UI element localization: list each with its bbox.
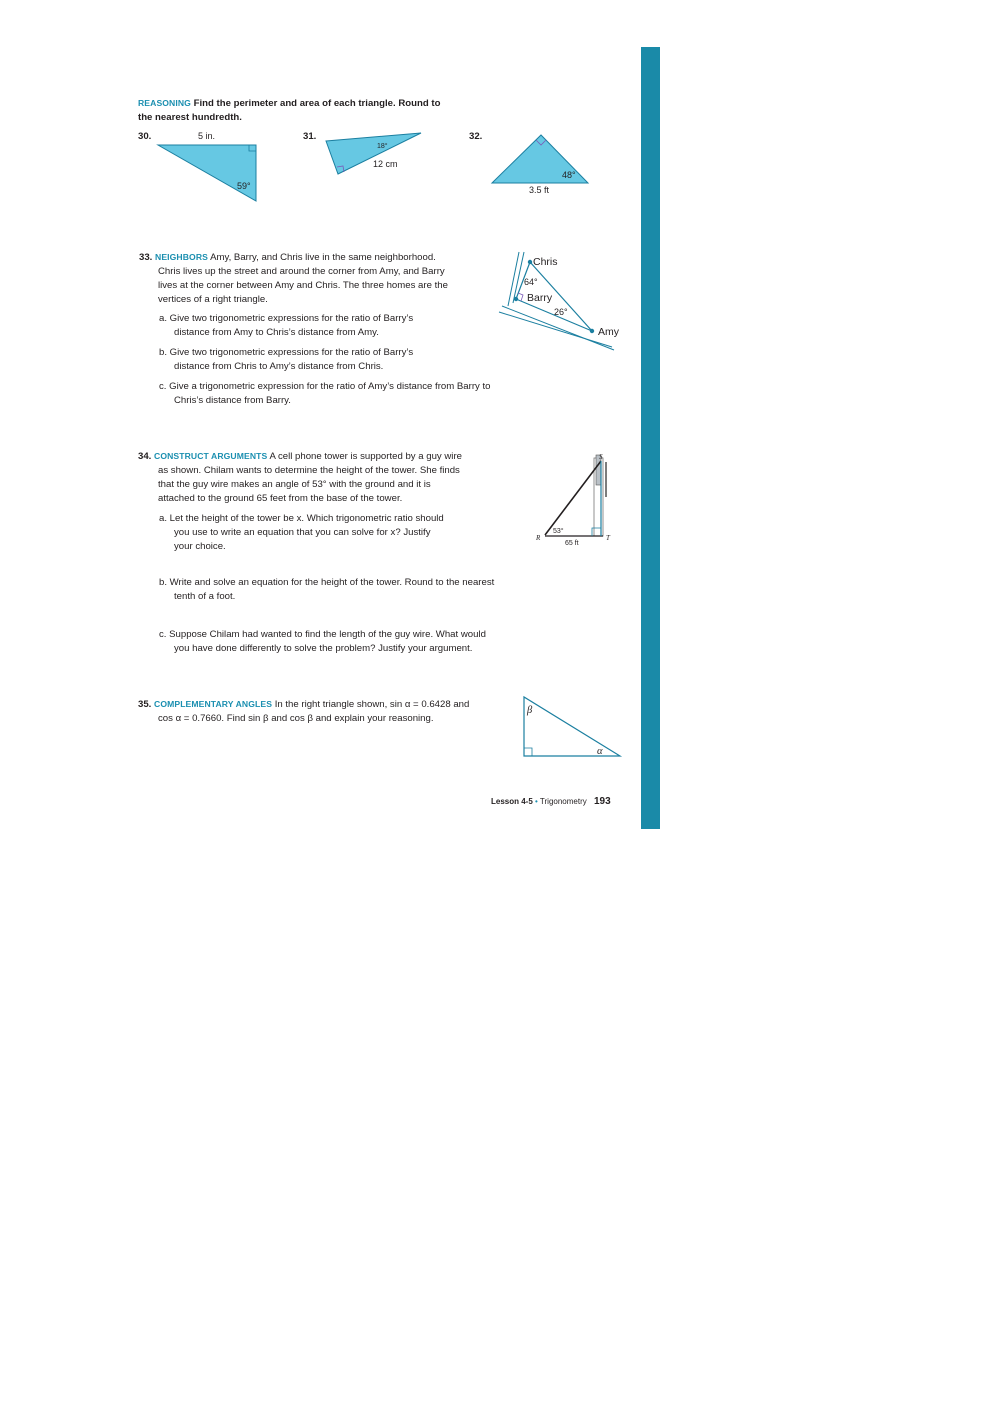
problem-33-number: 33.: [139, 252, 153, 263]
problem-34-line-1: A cell phone tower is supported by a guy wire: [269, 451, 462, 462]
angle-53-label: 53°: [553, 528, 564, 535]
angle-label-31: 18°: [377, 143, 388, 150]
angle-label-30: 59°: [237, 181, 251, 191]
part-33b-line-1: b. Give two trigonometric expressions for the ratio of Barry’s: [159, 347, 414, 358]
problem-33-line-4: vertices of a right triangle.: [158, 294, 268, 305]
part-33c-line-2: Chris’s distance from Barry.: [174, 395, 291, 406]
problem-33-line-3: lives at the corner between Amy and Chris. The three homes are the: [158, 280, 448, 291]
problem-34-line-4: attached to the ground 65 feet from the base of the tower.: [158, 493, 403, 504]
part-33c-line-1: c. Give a trigonometric expression for the ratio of Amy’s distance from Barry to: [159, 381, 491, 392]
page-number: 193: [593, 796, 611, 807]
complementary-angles-tag: COMPLEMENTARY ANGLES: [154, 699, 273, 709]
problem-35-line-2: cos α = 0.7660. Find sin β and cos β and explain your reasoning.: [158, 713, 434, 724]
side-label-31: 12 cm: [373, 159, 398, 169]
footer-separator: •: [535, 797, 538, 806]
problem-35-number: 35.: [138, 699, 152, 710]
problem-31-number: 31.: [303, 131, 317, 142]
barry-label: Barry: [527, 292, 553, 304]
problem-34-line-2: as shown. Chilam wants to determine the height of the tower. She finds: [158, 465, 460, 476]
part-34a-line-1: a. Let the height of the tower be x. Which trigonometric ratio should: [159, 513, 444, 524]
part-33a-line-2: distance from Amy to Chris’s distance from Amy.: [174, 327, 379, 338]
header-instruction-cont: the nearest hundredth.: [138, 112, 242, 123]
part-34c-line-1: c. Suppose Chilam had wanted to find the length of the guy wire. What would: [159, 629, 486, 640]
problem-34-line-3: that the guy wire makes an angle of 53° with the ground and it is: [158, 479, 431, 490]
problem-35-line-1: In the right triangle shown, sin α = 0.6428 and: [274, 699, 470, 710]
part-34a-line-2: you use to write an equation that you can solve for x? Justify: [174, 527, 431, 538]
angle-label-32: 48°: [562, 170, 576, 180]
part-33b-line-2: distance from Chris to Amy’s distance from Chris.: [174, 361, 384, 372]
vertex-r-label: R: [536, 534, 541, 542]
side-label-30: 5 in.: [198, 131, 216, 141]
right-angle-mark-35: [524, 748, 532, 756]
page-footer: [491, 796, 611, 807]
part-34a-line-3: your choice.: [174, 541, 226, 552]
angle-chris-label: 64°: [524, 277, 538, 287]
problem-33-line-2: Chris lives up the street and around the corner from Amy, and Barry: [158, 266, 445, 277]
base-65-label: 65 ft: [565, 540, 579, 547]
problem-32-number: 32.: [469, 131, 483, 142]
lesson-label: Lesson 4-5: [491, 797, 533, 806]
side-label-32: 3.5 ft: [529, 185, 550, 195]
vertex-s-label: S: [599, 453, 603, 461]
part-34b-line-2: tenth of a foot.: [174, 591, 236, 602]
part-34c-line-2: you have done differently to solve the problem? Justify your argument.: [174, 643, 473, 654]
reasoning-tag: REASONING: [138, 98, 191, 108]
amy-label: Amy: [598, 326, 619, 338]
header-instruction: Find the perimeter and area of each triangle. Round to: [193, 98, 441, 109]
vertex-t-label: T: [606, 534, 610, 542]
neighbors-tag: NEIGHBORS: [155, 252, 208, 262]
part-33a-line-1: a. Give two trigonometric expressions for the ratio of Barry’s: [159, 313, 414, 324]
lesson-topic: Trigonometry: [539, 797, 587, 806]
beta-label: β: [527, 705, 533, 716]
triangle-35: [524, 697, 620, 756]
problem-33-line-1: Amy, Barry, and Chris live in the same neighborhood.: [210, 252, 436, 263]
problem-34-number: 34.: [138, 451, 152, 462]
angle-amy-label: 26°: [554, 307, 568, 317]
part-34b-line-1: b. Write and solve an equation for the height of the tower. Round to the nearest: [159, 577, 495, 588]
problem-30-number: 30.: [138, 131, 152, 142]
chris-label: Chris: [533, 256, 558, 268]
construct-arguments-tag: CONSTRUCT ARGUMENTS: [154, 451, 268, 461]
alpha-label: α: [597, 746, 603, 757]
